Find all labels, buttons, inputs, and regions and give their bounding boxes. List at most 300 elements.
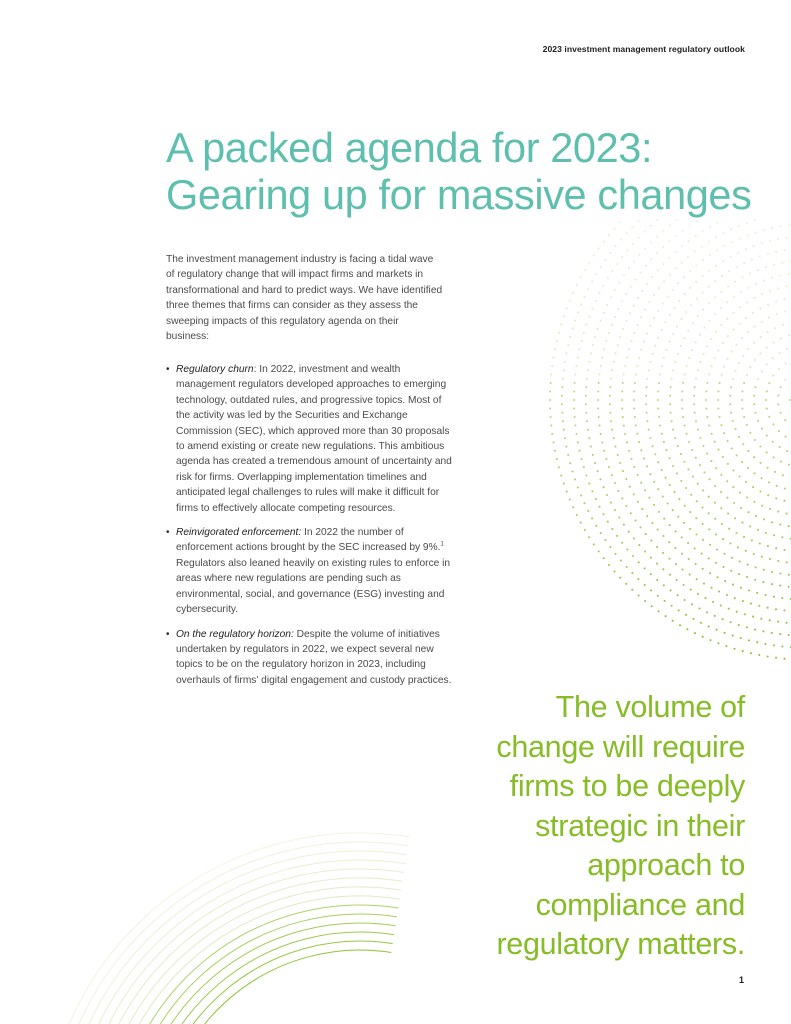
arc-dot: [771, 632, 773, 634]
arc-dot: [650, 589, 652, 591]
arc-dot: [731, 447, 733, 449]
arc-dot: [593, 543, 595, 545]
bullet-label: Reinvigorated enforcement:: [176, 527, 302, 539]
arc-dot: [605, 340, 607, 342]
arc-dot: [732, 329, 734, 331]
arc-dot: [780, 386, 782, 388]
arc-dot: [779, 572, 781, 574]
arc-dot: [711, 433, 713, 435]
arc-dot: [753, 245, 755, 247]
arc-dot: [626, 357, 628, 359]
arc-dot: [659, 373, 661, 375]
arc-dot: [561, 412, 563, 414]
arc-dot: [580, 340, 582, 342]
arc-dot: [788, 464, 790, 466]
arc-dot: [657, 310, 659, 312]
arc-dot: [683, 461, 685, 463]
arc-dot: [754, 472, 756, 474]
arc-dot: [585, 324, 587, 326]
arc-dot: [781, 597, 783, 599]
arc-dot: [569, 462, 571, 464]
arc-dot: [595, 525, 597, 527]
arc-line: [133, 923, 396, 1024]
arc-dot: [708, 302, 710, 304]
arc-dot: [622, 328, 624, 330]
arc-dot: [694, 386, 696, 388]
arc-dot: [685, 433, 687, 435]
arc-dot: [777, 395, 779, 397]
arc-dot: [580, 522, 582, 524]
arc-dot: [597, 399, 599, 401]
arc-dot: [682, 382, 684, 384]
arc-dot: [709, 226, 711, 228]
arc-dot: [593, 255, 595, 257]
arc-dot: [749, 272, 751, 274]
arc-dot: [632, 555, 634, 557]
arc-dot: [597, 407, 599, 409]
arc-dot: [754, 439, 756, 441]
arc-dot: [625, 293, 627, 295]
arc-dot: [784, 310, 786, 312]
arc-dot: [614, 446, 616, 448]
arc-dot: [750, 652, 752, 654]
arc-dot: [583, 502, 585, 504]
arc-dot: [701, 553, 703, 555]
arc-dot: [685, 487, 687, 489]
arc-dot: [747, 511, 749, 513]
arc-dot: [564, 361, 566, 363]
arc-dot: [781, 645, 783, 647]
arc-dot: [630, 286, 632, 288]
arc-dot: [688, 441, 690, 443]
arc-dot: [743, 416, 745, 418]
arc-dot: [757, 269, 759, 271]
arc-dot: [727, 440, 729, 442]
arc-dot: [726, 594, 728, 596]
arc-dot: [668, 541, 670, 543]
arc-dot: [610, 296, 612, 298]
pull-quote-line: firms to be deeply: [509, 769, 745, 803]
arc-dot: [585, 474, 587, 476]
arc-dot: [715, 331, 717, 333]
arc-dot: [708, 270, 710, 272]
arc-dot: [646, 333, 648, 335]
pull-quote-line: compliance and: [535, 887, 745, 922]
arc-dot: [574, 382, 576, 384]
arc-dot: [716, 249, 718, 251]
arc-dot: [744, 613, 746, 615]
arc-dot: [780, 337, 782, 339]
arc-dot: [591, 281, 593, 283]
arc-dot: [699, 334, 701, 336]
arc-dot: [638, 237, 640, 239]
arc-dot: [695, 264, 697, 266]
arc-dot: [695, 341, 697, 343]
arc-dot: [738, 573, 740, 575]
arc-dot: [569, 299, 571, 301]
arc-dot: [741, 461, 743, 463]
themes-list: [166, 362, 456, 697]
arc-dot: [715, 265, 717, 267]
arc-dot: [749, 432, 751, 434]
arc-dot: [714, 502, 716, 504]
arc-dot: [730, 570, 732, 572]
arc-dot: [694, 250, 696, 252]
arc-dot: [551, 433, 553, 435]
arc-dot: [630, 512, 632, 514]
arc-dot: [595, 273, 597, 275]
arc-dot: [786, 450, 788, 452]
arc-dot: [746, 374, 748, 376]
arc-dot: [781, 536, 783, 538]
arc-dot: [646, 378, 648, 380]
arc-dot: [710, 460, 712, 462]
arc-dot: [751, 539, 753, 541]
arc-dot: [695, 517, 697, 519]
arc-dot: [656, 252, 658, 254]
arc-dot: [603, 486, 605, 488]
arc-dot: [675, 563, 677, 565]
arc-dot: [633, 399, 635, 401]
arc-dot: [702, 259, 704, 261]
arc-dot: [697, 593, 699, 595]
arc-dot: [645, 395, 647, 397]
arc-dot: [761, 321, 763, 323]
arc-dot: [786, 285, 788, 287]
arc-dot: [594, 336, 596, 338]
pull-quote-line: change will require: [496, 729, 745, 764]
arc-dot: [607, 521, 609, 523]
arc-dot: [598, 506, 600, 508]
arc-dot: [684, 373, 686, 375]
arc-dot: [665, 321, 667, 323]
arc-dot: [786, 237, 788, 239]
arc-dot: [784, 419, 786, 421]
arc-dot: [720, 491, 722, 493]
arc-dot: [722, 618, 724, 620]
arc-dot: [658, 416, 660, 418]
arc-dot: [714, 441, 716, 443]
arc-dot: [598, 292, 600, 294]
arc-dot: [756, 641, 758, 643]
arc-dot: [598, 373, 600, 375]
arc-dot: [556, 340, 558, 342]
arc-dot: [784, 379, 786, 381]
arc-dot: [624, 365, 626, 367]
arc-dot: [728, 608, 730, 610]
arc-dot: [749, 525, 751, 527]
arc-dot: [638, 441, 640, 443]
arc-dot: [720, 507, 722, 509]
arc-dot: [722, 456, 724, 458]
arc-dot: [561, 403, 563, 405]
arc-dot: [572, 292, 574, 294]
arc-dot: [706, 345, 708, 347]
arc-dot: [672, 429, 674, 431]
arc-dot: [562, 378, 564, 380]
arc-dot: [742, 600, 744, 602]
arc-dot: [737, 252, 739, 254]
arc-dot: [702, 275, 704, 277]
arc-dot: [781, 262, 783, 264]
arc-dot: [587, 369, 589, 371]
arc-dot: [563, 315, 565, 317]
arc-dot: [746, 424, 748, 426]
arc-dot: [598, 550, 600, 552]
arc-dot: [663, 357, 665, 359]
arc-dot: [681, 399, 683, 401]
arc-dot: [714, 313, 716, 315]
arc-dot: [775, 301, 777, 303]
arc-dot: [664, 600, 666, 602]
arc-dot: [656, 219, 658, 221]
arc-dot: [758, 654, 760, 656]
arc-dot: [697, 369, 699, 371]
arc-dot: [614, 352, 616, 354]
arc-dot: [561, 386, 563, 388]
arc-dot: [774, 471, 776, 473]
arc-dot: [697, 429, 699, 431]
arc-dot: [734, 428, 736, 430]
arc-dot: [566, 307, 568, 309]
arc-dot: [661, 469, 663, 471]
arc-dot: [719, 382, 721, 384]
arc-dot: [702, 445, 704, 447]
arc-dot: [678, 498, 680, 500]
arc-dot: [644, 567, 646, 569]
arc-dot: [634, 279, 636, 281]
arc-dot: [657, 488, 659, 490]
arc-dot: [633, 390, 635, 392]
arc-dot: [599, 478, 601, 480]
arc-dot: [588, 536, 590, 538]
arc-dot: [747, 564, 749, 566]
arc-dot: [715, 562, 717, 564]
arc-dot: [552, 441, 554, 443]
arc-dot: [659, 424, 661, 426]
arc-dot: [695, 457, 697, 459]
arc-dot: [769, 558, 771, 560]
arc-dot: [677, 282, 679, 284]
arc-dot: [657, 461, 659, 463]
arc-dot: [614, 316, 616, 318]
arc-dot: [717, 390, 719, 392]
arc-dot: [712, 601, 714, 603]
arc-dot: [634, 382, 636, 384]
arc-dot: [766, 390, 768, 392]
arc-dot: [567, 454, 569, 456]
arc-dot: [779, 352, 781, 354]
arc-dot: [708, 241, 710, 243]
arc-dot: [601, 441, 603, 443]
arc-dot: [688, 240, 690, 242]
arc-dot: [689, 287, 691, 289]
arc-dot: [693, 395, 695, 397]
arc-dot: [776, 485, 778, 487]
arc-dot: [708, 496, 710, 498]
arc-dot: [630, 340, 632, 342]
arc-dot: [609, 252, 611, 254]
arc-dot: [637, 220, 639, 222]
arc-line: [43, 833, 410, 1024]
arc-dot: [788, 224, 790, 226]
arc-dot: [771, 227, 773, 229]
arc-dot: [623, 274, 625, 276]
arc-dot: [621, 408, 623, 410]
arc-dot: [652, 445, 654, 447]
arc-dot: [775, 497, 777, 499]
arc-dot: [662, 230, 664, 232]
arc-dot: [704, 597, 706, 599]
arc-dot: [630, 458, 632, 460]
arc-dot: [782, 474, 784, 476]
arc-dot: [565, 352, 567, 354]
arc-dot: [708, 512, 710, 514]
arc-dot: [616, 535, 618, 537]
arc-dot: [706, 416, 708, 418]
arc-dot: [633, 493, 635, 495]
arc-dot: [771, 521, 773, 523]
arc-dot: [583, 296, 585, 298]
arc-dot: [665, 349, 667, 351]
arc-dot: [715, 533, 717, 535]
arc-dot: [759, 352, 761, 354]
footnote-marker: 1: [440, 542, 444, 549]
arc-dot: [714, 280, 716, 282]
arc-dot: [716, 548, 718, 550]
arc-dot: [663, 280, 665, 282]
arc-dot: [606, 304, 608, 306]
arc-dot: [590, 352, 592, 354]
arc-dot: [739, 560, 741, 562]
arc-dot: [609, 403, 611, 405]
pull-quote-line: strategic in their: [535, 808, 745, 843]
arc-dot: [747, 331, 749, 333]
arc-dot: [681, 262, 683, 264]
arc-dot: [621, 300, 623, 302]
arc-dot: [656, 579, 658, 581]
arc-dot: [738, 362, 740, 364]
arc-dot: [695, 533, 697, 535]
arc-dot: [638, 357, 640, 359]
arc-dot: [638, 594, 640, 596]
arc-dot: [723, 245, 725, 247]
arc-dot: [588, 262, 590, 264]
arc-dot: [657, 390, 659, 392]
arc-dot: [709, 639, 711, 641]
arc-dot: [754, 579, 756, 581]
arc-dot: [669, 224, 671, 226]
arc-dot: [629, 486, 631, 488]
arc-dot: [625, 583, 627, 585]
arc-dot: [723, 553, 725, 555]
arc-dot: [763, 229, 765, 231]
arc-dot: [783, 298, 785, 300]
arc-dot: [681, 245, 683, 247]
arc-dot: [577, 311, 579, 313]
arc-dot: [753, 403, 755, 405]
arc-dot: [717, 349, 719, 351]
arc-dot: [653, 481, 655, 483]
arc-dot: [611, 270, 613, 272]
arc-dot: [761, 242, 763, 244]
arc-dot: [658, 610, 660, 612]
arc-dot: [663, 441, 665, 443]
arc-dot: [740, 507, 742, 509]
arc-dot: [714, 485, 716, 487]
arc-dot: [578, 348, 580, 350]
bullet-icon: •: [166, 527, 170, 539]
arc-dot: [767, 494, 769, 496]
arc-dot: [691, 349, 693, 351]
arc-dot: [782, 324, 784, 326]
arc-dot: [669, 484, 671, 486]
page-title-line-2: Gearing up for massive changes: [166, 171, 752, 218]
arc-dot: [649, 437, 651, 439]
arc-dot: [690, 494, 692, 496]
list-item: [166, 627, 456, 689]
arc-dot: [602, 513, 604, 515]
arc-dot: [585, 412, 587, 414]
arc-dot: [644, 584, 646, 586]
arc-dot: [565, 446, 567, 448]
arc-dot: [644, 489, 646, 491]
arc-dot: [625, 505, 627, 507]
arc-dot: [676, 325, 678, 327]
arc-dot: [622, 382, 624, 384]
arc-dot: [580, 494, 582, 496]
arc-dot: [703, 327, 705, 329]
arc-dot: [694, 547, 696, 549]
arc-dot: [650, 225, 652, 227]
arc-dot: [614, 553, 616, 555]
arc-dot: [733, 296, 735, 298]
arc-dot: [621, 497, 623, 499]
arc-dot: [626, 249, 628, 251]
arc-dot: [671, 420, 673, 422]
arc-dot: [689, 528, 691, 530]
arc-dot: [667, 295, 669, 297]
arc-dot: [591, 517, 593, 519]
arc-dot: [633, 537, 635, 539]
arc-dot: [706, 611, 708, 613]
arc-dot: [769, 240, 771, 242]
arc-dot: [717, 642, 719, 644]
arc-dot: [754, 326, 756, 328]
arc-dot: [621, 256, 623, 258]
arc-dot: [702, 539, 704, 541]
arc-dot: [767, 545, 769, 547]
arc-dot: [762, 581, 764, 583]
arc-dot: [762, 630, 764, 632]
arc-dot: [761, 556, 763, 558]
arc-dot: [591, 490, 593, 492]
arc-dot: [658, 287, 660, 289]
arc-dot: [571, 470, 573, 472]
arc-dot: [730, 621, 732, 623]
arc-dot: [610, 502, 612, 504]
arc-dot: [643, 341, 645, 343]
arc-dot: [763, 518, 765, 520]
arc-dot: [708, 424, 710, 426]
arc-dot: [717, 448, 719, 450]
arc-dot: [613, 570, 615, 572]
arc-dot: [731, 351, 733, 353]
arc-dot: [788, 334, 790, 336]
arc-dot: [772, 357, 774, 359]
arc-dot: [753, 395, 755, 397]
arc-dot: [669, 403, 671, 405]
